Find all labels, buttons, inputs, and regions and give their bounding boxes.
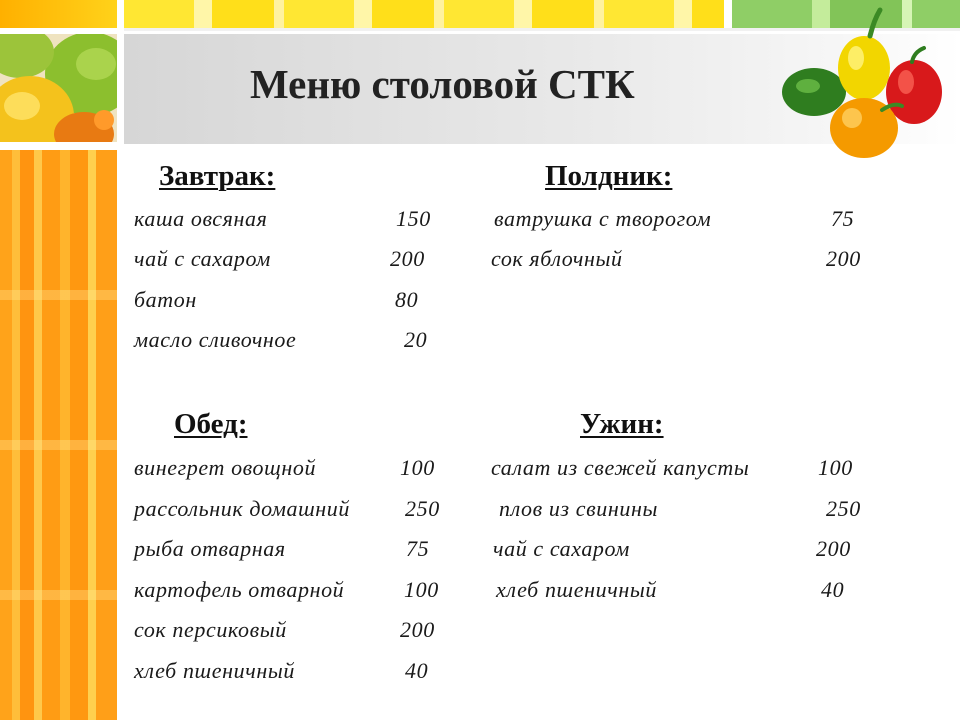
lunch-heading: Обед: [174,408,248,440]
dinner-item-qty: 200 [816,536,851,561]
dinner-item-name: хлеб пшеничный [496,577,657,602]
snack-item-name: ватрушка с творогом [494,206,712,231]
breakfast-item-name: каша овсяная [134,206,268,231]
lunch-item-qty: 100 [400,455,435,480]
breakfast-item-name: масло сливочное [134,327,297,352]
snack-heading: Полдник: [545,160,673,192]
breakfast-heading: Завтрак: [159,160,276,192]
lunch-item-name: картофель отварной [134,577,345,602]
lunch-item-name: винегрет овощной [134,455,317,480]
lunch-item-name: сок персиковый [134,617,287,642]
breakfast-item-name: чай с сахаром [134,246,271,271]
lunch-item-qty: 100 [404,577,439,602]
snack-item-qty: 200 [826,246,861,271]
top-left-accent-bar [0,0,117,28]
dinner-item-name: чай с сахаром [493,536,630,561]
lunch-item-qty: 40 [405,658,429,683]
lunch-item-qty: 75 [406,536,430,561]
citrus-fruit-image [0,34,117,142]
lunch-item-qty: 200 [400,617,435,642]
snack-item-qty: 75 [831,206,855,231]
vertical-divider [117,0,124,720]
breakfast-item-qty: 20 [404,327,428,352]
top-yellow-accent-bar [124,0,724,28]
dinner-item-qty: 250 [826,496,861,521]
lunch-item-name: хлеб пшеничный [134,658,295,683]
lunch-item-qty: 250 [405,496,440,521]
bell-peppers-image [778,6,948,166]
left-gap [0,142,117,150]
lunch-item-name: рассольник домашний [134,496,350,521]
left-orange-panel [0,150,117,720]
dinner-item-name: салат из свежей капусты [491,455,750,480]
dinner-item-qty: 100 [818,455,853,480]
page-title: Меню столовой СТК [250,61,635,107]
lunch-item-name: рыба отварная [134,536,286,561]
breakfast-item-name: батон [134,287,197,312]
dinner-heading: Ужин: [580,408,664,440]
snack-item-name: сок яблочный [491,246,623,271]
dinner-item-qty: 40 [821,577,845,602]
dinner-item-name: плов из свинины [499,496,659,521]
breakfast-item-qty: 200 [390,246,425,271]
breakfast-item-qty: 150 [396,206,431,231]
breakfast-item-qty: 80 [395,287,419,312]
